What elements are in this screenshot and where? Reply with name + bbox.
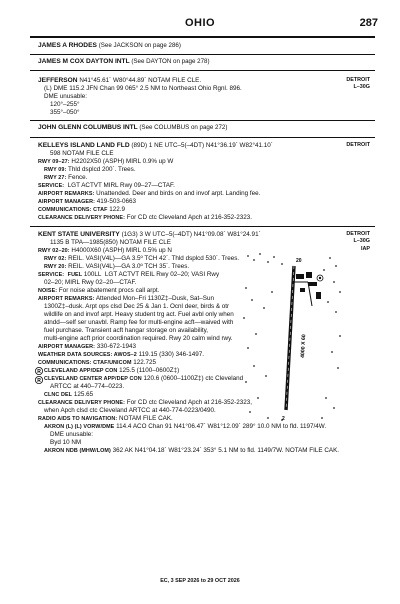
- airport-ident: (89D): [131, 142, 148, 149]
- service-text: LGT ACTVT REIL Rwy 02–20; VASI Rwy: [104, 271, 220, 278]
- kent-title-line: [38, 231, 261, 239]
- kelleys-runway: [38, 158, 173, 166]
- kelleys-comm: [38, 206, 125, 214]
- runway-label: RWY 09–27:: [38, 159, 70, 165]
- kent-rwy20: [44, 263, 189, 271]
- rwy02-text: REIL. VASI(V4L)—GA 3.5º TCH 42´. Thld dsplcd 530´. Trees.: [68, 255, 240, 262]
- airport-name: JOHN GLENN COLUMBUS INTL: [38, 124, 138, 131]
- clearance-label: CLEARANCE DELIVERY PHONE:: [38, 400, 125, 406]
- kent-clnc: [44, 391, 93, 399]
- runway-number-top: 20: [296, 258, 302, 264]
- rwy20-label: RWY 20:: [44, 264, 67, 270]
- navaid-name: JEFFERSON: [38, 77, 78, 84]
- kent-remarks-3: wildlife on and invof arpt. Heavy student trg act. Fuel avbl only when: [44, 311, 234, 318]
- weather-label: WEATHER DATA SOURCES: AWOS–2: [38, 352, 137, 358]
- kent-remarks-2: 1300Z‡–dusk. Arpt ops clsd Dec 25 & Jan 1. Ocnl deer, birds & otr: [44, 303, 230, 310]
- divider: [30, 120, 375, 121]
- kent-weather: [38, 351, 204, 359]
- entry-john-glenn: [38, 124, 227, 132]
- chart-label: L–30G: [353, 84, 370, 91]
- jefferson-range-1: 120°–255°: [50, 101, 80, 108]
- kelleys-rwy27: [44, 174, 87, 182]
- remarks-text: Unattended. Deer and birds on and invof arpt. Landing fee.: [96, 190, 261, 197]
- remarks-text: Attended Mon–Fri 1130Z‡–Dusk, Sat–Sun: [95, 295, 215, 302]
- kelleys-manager: [38, 198, 136, 206]
- comm-label: COMMUNICATIONS: CTAF: [38, 207, 108, 213]
- comm-label: COMMUNICATIONS: CTAF/UNICOM: [38, 360, 132, 366]
- rwy02-label: RWY 02:: [44, 256, 67, 262]
- page-footer: EC, 3 SEP 2026 to 29 OCT 2026: [160, 578, 240, 584]
- beacon-icon-center: [319, 277, 321, 279]
- kelleys-elevation: 598 NOTAM FILE CLE: [50, 150, 114, 157]
- jefferson-region: [346, 77, 370, 92]
- runway-spec: H2202X50 (ASPH) MIRL 0.9% up W: [71, 158, 174, 165]
- center-label: CLEVELAND CENTER APP/DEP CON: [44, 376, 142, 382]
- kent-remarks: [38, 295, 214, 303]
- kent-service: [38, 271, 219, 279]
- service-text: LGT ACTVT MIRL Rwy 09–27—CTAF.: [67, 182, 175, 189]
- rwy27-label: RWY 27:: [44, 175, 67, 181]
- navaid-label: RADIO AIDS TO NAVIGATION:: [38, 416, 118, 422]
- kent-comm: [38, 359, 156, 367]
- kent-rwy02: [44, 255, 239, 263]
- kent-remarks-4: atndd—self ser unavbl. Ramp fee for multi-engine acft—waived with: [44, 319, 234, 326]
- kent-clearance: [38, 399, 252, 407]
- akron-vor-text: 114.4 ACO Chan 91 N41°06.47´ W81°12.09´ 289° 10.0 NM to fld. 1197/4W.: [116, 423, 327, 430]
- airport-diagram: [238, 248, 346, 426]
- entry-james-rhodes: [38, 42, 181, 50]
- rwy09-label: RWY 09:: [44, 167, 67, 173]
- runway-number-bottom: 2: [282, 416, 285, 422]
- runway-label: RWY 02–20:: [38, 248, 70, 254]
- airport-info: 1 NE UTC–5(–4DT) N41°36.19´ W82°41.10´: [148, 142, 273, 149]
- region-label: DETROIT: [346, 231, 370, 237]
- center-freq: 120.6 (0600–1100Z‡) ctc Cleveland: [143, 375, 244, 382]
- jefferson-title-line: [38, 77, 201, 85]
- kent-clearance-cont: when Apch clsd ctc Cleveland ARTCC at 440-774-0223/0490.: [44, 407, 216, 414]
- jefferson-dme-unusable: DME unusable:: [44, 93, 88, 100]
- clearance-text: For CD ctc Cleveland Apch at 216-352-2323,: [126, 399, 253, 406]
- divider: [30, 70, 375, 71]
- service-label: SERVICE:: [38, 183, 65, 189]
- service-label: SERVICE:: [38, 272, 65, 278]
- remarks-label: AIRPORT REMARKS:: [38, 296, 95, 302]
- kelleys-region: DETROIT: [346, 142, 370, 148]
- kent-center: [44, 375, 243, 383]
- kent-navaids: [38, 415, 173, 423]
- comm-freq: 122.9: [109, 206, 125, 213]
- navaid-coords: N41°45.61´ W80°44.89´ NOTAM FILE CLE.: [79, 77, 202, 84]
- cross-reference: (See JACKSON on page 286): [98, 42, 181, 49]
- header-rule: [30, 36, 375, 38]
- radar-symbols: [34, 366, 44, 386]
- chart-label: L–30G: [353, 238, 370, 245]
- page-number: 287: [359, 17, 378, 29]
- noise-text: For noise abatement procs call arpt.: [58, 287, 160, 294]
- kent-akron-ndb: [44, 447, 339, 455]
- jefferson-dme: (L) DME 115.2 JFN Chan 99 065° 2.5 NM to Northeast Ohio Rgnl. 896.: [44, 85, 242, 92]
- iap-label: IAP: [361, 245, 370, 252]
- manager-phone: 419-503-0663: [96, 198, 136, 205]
- kent-service-cont: 02–20; MIRL Rwy 02–20—CTAF.: [44, 279, 137, 286]
- clearance-text: For CD ctc Cleveland Apch at 216-352-2323.: [126, 214, 253, 221]
- comm-freq: 122.725: [133, 359, 157, 366]
- runway-dimension-label: 4000 X 60: [300, 334, 308, 359]
- akron-ndb-label: AKRON NDB (MHW/LOM): [44, 448, 111, 454]
- runway-spec: H4000X60 (ASPH) MIRL 0.5% up N: [71, 247, 172, 254]
- airport-info: 3 W UTC–5(–4DT) N41°09.08´ W81°24.91´: [139, 231, 261, 238]
- kent-elevation: 1135 B TPA—1985(850) NOTAM FILE CLE: [50, 239, 171, 246]
- kent-approach: [44, 367, 179, 375]
- akron-ndb-text: 362 AK N41°04.18´ W81°23.24´ 353° 5.1 NM to fld. 1149/7W. NOTAM FILE CAK.: [112, 447, 340, 454]
- cross-reference: (See COLUMBUS on page 272): [139, 124, 228, 131]
- kent-runway: [38, 247, 172, 255]
- kelleys-title-line: [38, 142, 273, 150]
- rwy20-text: REIL. VASI(V4L)—GA 3.0º TCH 35´. Trees.: [68, 263, 190, 270]
- jefferson-range-2: 355°–050°: [50, 109, 80, 116]
- divider: [30, 137, 375, 138]
- airport-ident: (1G3): [121, 231, 138, 238]
- weather-text: 119.15 (330) 346-1497.: [138, 351, 204, 358]
- kelleys-service: [38, 182, 175, 190]
- kent-region: [346, 231, 370, 253]
- kent-manager: [38, 343, 136, 351]
- radar-r-icon-letter: R: [37, 369, 41, 375]
- airport-name: KENT STATE UNIVERSITY: [38, 231, 120, 238]
- rwy27-text: Fence.: [68, 174, 88, 181]
- cross-reference: (See DAYTON on page 278): [131, 58, 210, 65]
- clnc-label: CLNC DEL: [44, 392, 73, 398]
- clnc-freq: 125.65: [73, 391, 94, 398]
- noise-label: NOISE:: [38, 288, 58, 294]
- airport-name: JAMES A RHODES: [38, 42, 97, 49]
- kent-akron-range: Byd 10 NM: [50, 439, 82, 446]
- remarks-label: AIRPORT REMARKS:: [38, 191, 95, 197]
- manager-label: AIRPORT MANAGER:: [38, 344, 96, 350]
- manager-label: AIRPORT MANAGER:: [38, 199, 96, 205]
- kent-remarks-5: fuel purchase. Transient acft hangar storage on availability,: [44, 327, 209, 334]
- kelleys-remarks: [38, 190, 260, 198]
- akron-vor-label: AKRON (L) (L) VORW/DME: [44, 424, 115, 430]
- divider: [30, 54, 375, 55]
- entry-james-cox: [38, 58, 210, 66]
- approach-label: CLEVELAND APP/DEP CON: [44, 368, 118, 374]
- approach-freq: 125.5 (1100–0600Z‡): [119, 367, 180, 374]
- fuel-value: 100LL: [83, 271, 102, 278]
- airport-name: JAMES M COX DAYTON INTL: [38, 58, 130, 65]
- divider: [30, 226, 375, 227]
- airport-name: KELLEYS ISLAND LAND FLD: [38, 142, 130, 149]
- clearance-label: CLEARANCE DELIVERY PHONE:: [38, 215, 125, 221]
- kent-remarks-6: multi-engine acft prior coordination required. Rwy 20 calm wind rwy.: [44, 335, 233, 342]
- kelleys-rwy09: [44, 166, 136, 174]
- region-label: DETROIT: [346, 77, 370, 83]
- fuel-label: FUEL: [67, 272, 83, 278]
- kent-center-cont: ARTCC at 440–774–0223.: [50, 383, 125, 390]
- kelleys-clearance: [38, 214, 252, 222]
- kent-noise: [38, 287, 159, 295]
- page-state-title: OHIO: [184, 17, 216, 29]
- radar-r-icon-letter: R: [37, 378, 41, 384]
- kent-akron-dme: DME unusable:: [50, 431, 94, 438]
- rwy09-text: Thld dsplcd 200´. Trees.: [68, 166, 136, 173]
- navaid-notam: NOTAM FILE CAK.: [119, 415, 173, 422]
- manager-phone: 330-672-1943: [96, 343, 136, 350]
